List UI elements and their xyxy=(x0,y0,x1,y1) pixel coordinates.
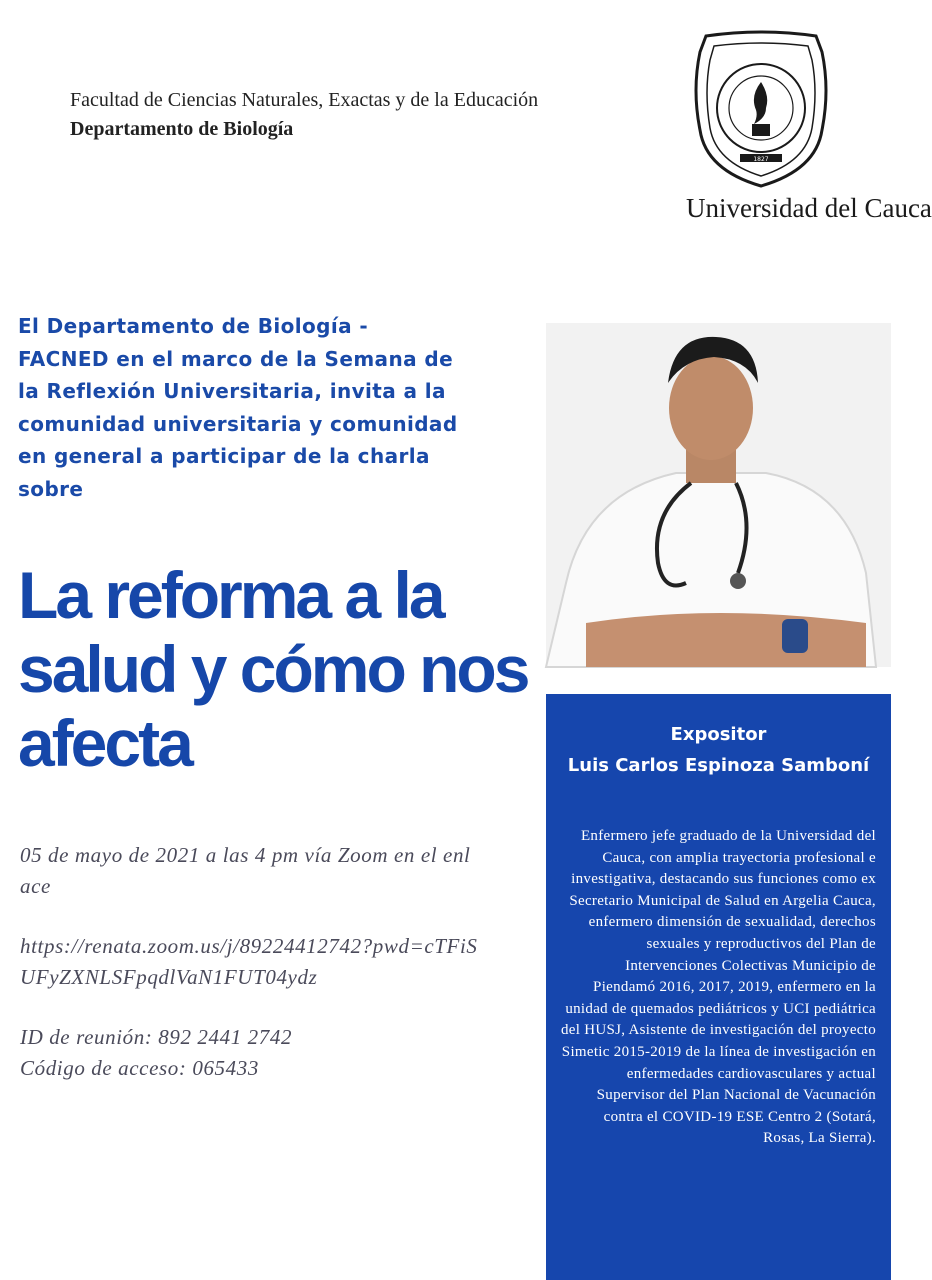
talk-title: La reforma a la salud y cómo nos afecta xyxy=(18,558,528,780)
university-name: Universidad del Cauca xyxy=(686,193,932,223)
speaker-bio: Enfermero jefe graduado de la Universidad del Cauca, con amplia trayectoria profesional e investigativa, destacando sus funciones como ex Secretario Municipal de Salud en Argelia Cauca, enfermero dimensión de sexualidad, derechos sexuales y reproductivos del Plan de Intervenciones Colectivas Municipio de Piendamó 2016, 2017, 2019, enfermero en la unidad de quemados pediátricos y UCI pediátrica del HUSJ, Asistente de investigación del proyecto Simetic 2015-2019 de la línea de investigación en enfermedades cardiovasculares y actual Supervisor del Plan Nacional de Vacunación contra el COVID-19 ESE Centro 2 (Sotará, Rosas, La Sierra). xyxy=(560,828,876,1147)
faculty-name: Facultad de Ciencias Naturales, Exactas y de la Educación xyxy=(70,89,539,111)
speaker-panel xyxy=(546,694,891,1280)
zoom-link[interactable]: https://renata.zoom.us/j/89224412742?pwd=cTFiSUFyZXNLSFpqdlVaN1FUT04ydz xyxy=(20,934,478,989)
intro-text: El Departamento de Biología - FACNED en el marco de la Semana de la Reflexión Universitaria, invita a la comunidad universitaria y comunidad en general a participar de la charla sobre xyxy=(18,314,458,501)
speaker-name: Luis Carlos Espinoza Samboní xyxy=(567,755,870,776)
university-logo xyxy=(686,30,932,245)
speaker-portrait-icon xyxy=(546,323,891,667)
speaker-photo xyxy=(546,323,891,667)
department-name: Departamento de Biología xyxy=(70,118,294,140)
speaker-label: Expositor xyxy=(670,724,767,745)
event-details xyxy=(20,840,480,1083)
header xyxy=(70,86,550,144)
svg-text:1827: 1827 xyxy=(753,156,769,163)
meeting-id: ID de reunión: 892 2441 2742 xyxy=(20,1025,293,1049)
university-seal-icon xyxy=(686,30,836,190)
meeting-passcode: Código de acceso: 065433 xyxy=(20,1055,259,1080)
event-date: 05 de mayo de 2021 a las 4 pm vía Zoom en el enlace xyxy=(20,843,471,898)
